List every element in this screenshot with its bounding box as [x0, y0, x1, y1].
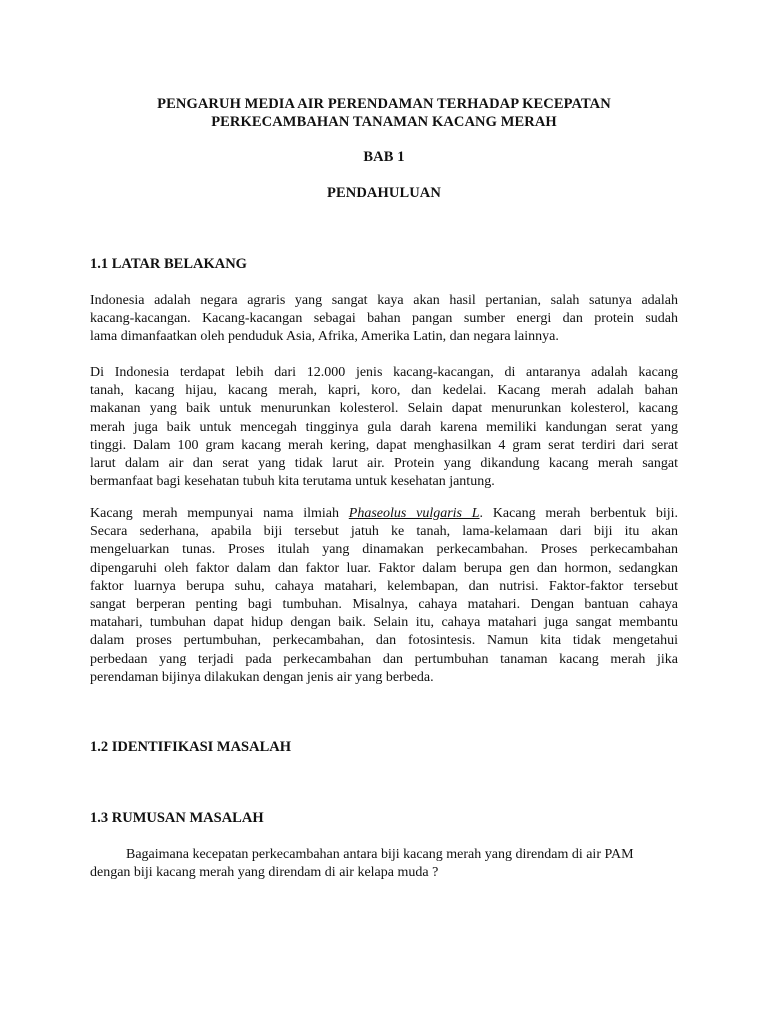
paragraph-line: tanah, kacang hijau, kacang merah, kapri, koro, dan kedelai. Kacang merah adalah bahan [90, 383, 678, 399]
paragraph-text: Kacang merah mempunyai nama ilmiah [90, 506, 339, 521]
chapter-title: PENDAHULUAN [327, 185, 441, 201]
document-title-line-2: PERKECAMBAHAN TANAMAN KACANG MERAH [211, 114, 557, 130]
section-heading-rumusan-masalah: 1.3 RUMUSAN MASALAH [90, 810, 264, 826]
paragraph-3 [90, 505, 678, 687]
paragraph-line: dalam proses pertumbuhan, perkecambahan, dan fotosintesis. Namun kita tidak mengetahui [90, 633, 678, 649]
paragraph-line: bermanfaat bagi kesehatan tubuh kita terutama untuk kesehatan jantung. [90, 474, 495, 490]
paragraph-line-first [90, 505, 678, 523]
paragraph-text: . Kacang merah berbentuk biji. [479, 506, 679, 521]
paragraph-line: tinggi. Dalam 100 gram kacang merah kering, dapat menghasilkan 4 gram serat terdiri dari serat [90, 437, 678, 453]
paragraph-line: dipengaruhi oleh faktor dalam dan faktor luar. Faktor dalam berupa gen dan hormon, sedangkan [90, 560, 678, 576]
paragraph-2 [90, 364, 678, 491]
paragraph-line: Bagaimana kecepatan perkecambahan antara biji kacang merah yang direndam di air PAM [126, 847, 634, 862]
paragraph-rumusan [90, 846, 678, 882]
paragraph-line: Indonesia adalah negara agraris yang sangat kaya akan hasil pertanian, salah satunya adalah [90, 293, 678, 308]
paragraph-line: mengeluarkan tunas. Proses itulah yang dinamakan perkecambahan. Proses perkecambahan [90, 542, 678, 558]
paragraph-line: perbedaan yang terjadi pada perkecambahan dan pertumbuhan tanaman kacang merah jika [90, 651, 678, 667]
paragraph-1 [90, 292, 678, 347]
section-heading-identifikasi-masalah: 1.2 IDENTIFIKASI MASALAH [90, 739, 292, 755]
paragraph-line: faktor luarnya berupa suhu, cahaya matahari, kelembapan, dan nutrisi. Faktor-faktor tersebut [90, 578, 678, 594]
paragraph-line: sangat berperan penting bagi tumbuhan. Misalnya, cahaya matahari. Dengan bantuan cahaya [90, 596, 678, 612]
paragraph-line: larut dalam air dan serat yang tidak larut air. Protein yang dikandung kacang merah sangat [90, 455, 678, 471]
paragraph-line: kacang-kacangan. Kacang-kacangan sebagai bahan pangan sumber energi dan protein sudah [90, 311, 678, 327]
paragraph-line: makanan yang baik untuk menurunkan kolesterol. Selain dapat menurunkan kolesterol, kacang [90, 401, 678, 417]
scientific-name: Phaseolus vulgaris L [348, 506, 480, 521]
document-title-line-1: PENGARUH MEDIA AIR PERENDAMAN TERHADAP KECEPATAN [157, 96, 611, 112]
paragraph-line: Secara sederhana, apabila biji tersebut jatuh ke tanah, lama-kelamaan dari biji itu akan [90, 524, 678, 540]
chapter-number: BAB 1 [363, 149, 405, 165]
paragraph-line: perendaman bijinya dilakukan dengan jenis air yang berbeda. [90, 669, 434, 685]
paragraph-line: matahari, tumbuhan dapat hidup dengan baik. Selain itu, cahaya matahari juga sangat membantu [90, 615, 678, 631]
paragraph-line: Di Indonesia terdapat lebih dari 12.000 jenis kacang-kacangan, di antaranya adalah kacang [90, 365, 678, 380]
section-heading-latar-belakang: 1.1 LATAR BELAKANG [90, 256, 247, 272]
paragraph-line: lama dimanfaatkan oleh penduduk Asia, Afrika, Amerika Latin, dan negara lainnya. [90, 329, 559, 345]
paragraph-line: merah juga baik untuk mencegah tingginya gula darah karena memiliki kandungan serat yang [90, 419, 678, 435]
paragraph-line: dengan biji kacang merah yang direndam di air kelapa muda ? [90, 865, 439, 881]
